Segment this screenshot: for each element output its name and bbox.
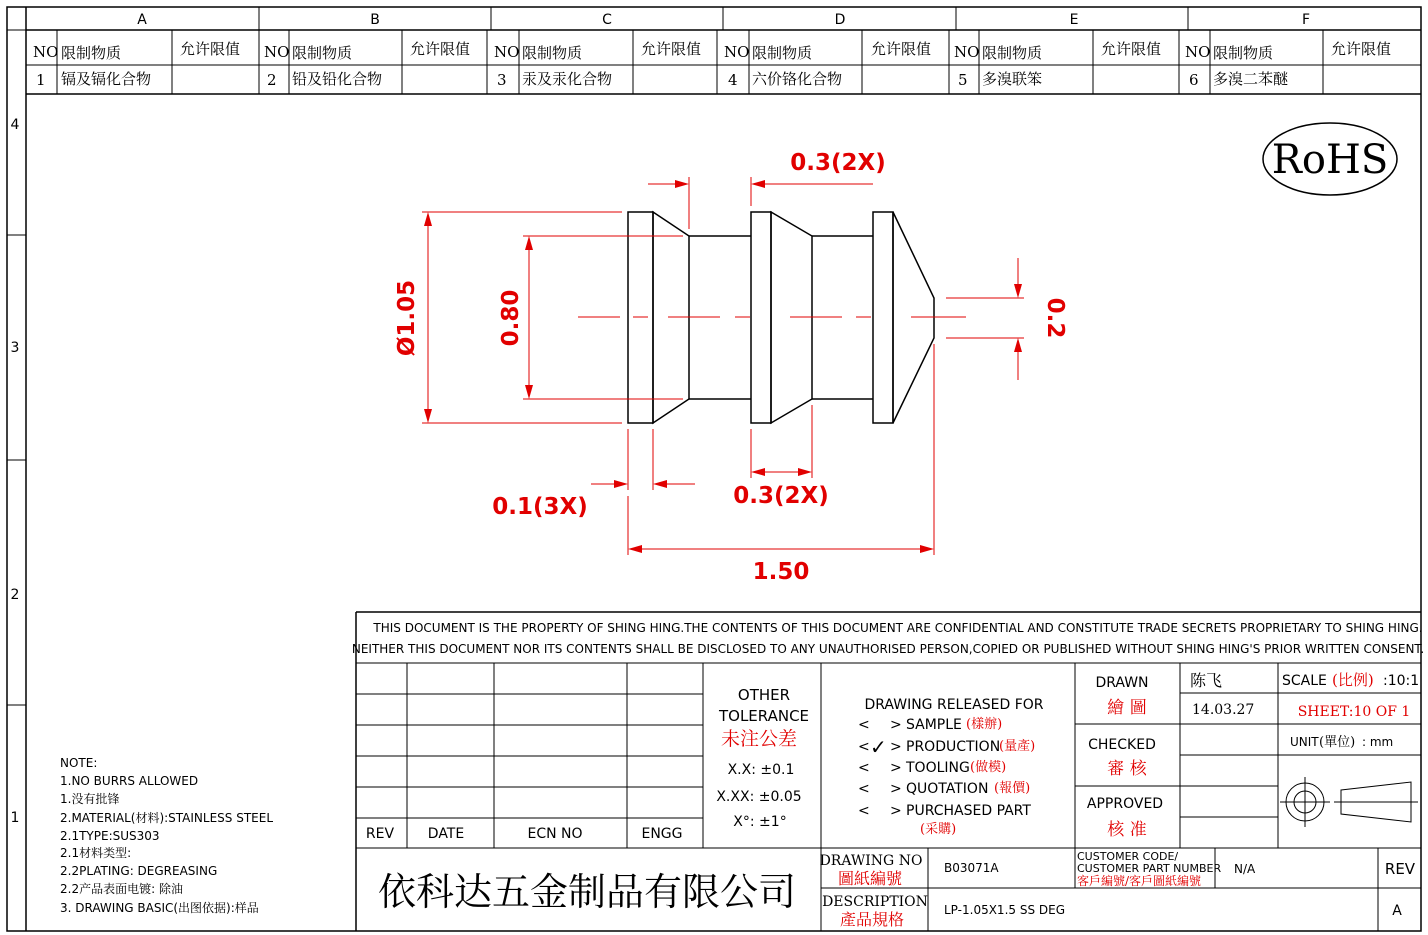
description-value: LP-1.05X1.5 SS DEG <box>944 903 1065 917</box>
hdr-limit-4: 允许限值 <box>871 40 932 58</box>
release-item-quotation-cn: (報價) <box>994 781 1031 796</box>
outer-frame <box>7 7 1421 931</box>
rev-value: A <box>1392 903 1402 919</box>
release-item-purchased: PURCHASED PART <box>906 803 1031 819</box>
zone-row-1: 1 <box>10 810 20 826</box>
release-item-sample: SAMPLE <box>906 717 962 733</box>
unit-value: : mm <box>1362 735 1394 749</box>
approved-label: APPROVED <box>1086 796 1164 812</box>
note-line: 1.没有批锋 <box>60 792 120 806</box>
hdr-no-1: NO <box>33 43 59 61</box>
drawn-date: 14.03.27 <box>1192 702 1255 718</box>
hdr-no-3: NO <box>494 43 520 61</box>
dim-top-pitch: 0.3(2X) <box>790 150 886 176</box>
release-title: DRAWING RELEASED FOR <box>864 697 1044 713</box>
release-bracket: < <box>858 803 870 819</box>
substance-no: 3 <box>497 71 507 89</box>
zone-col-c: C <box>602 12 612 28</box>
substance-no: 6 <box>1189 71 1199 89</box>
note-line: 2.1材料类型: <box>60 846 132 860</box>
ecn-col-header: ECN NO <box>527 826 583 842</box>
release-bracket: < <box>858 717 870 733</box>
release-item-production: PRODUCTION <box>906 739 1001 755</box>
note-line: 2.1TYPE:SUS303 <box>60 829 160 843</box>
substance-name: 六价铬化合物 <box>752 70 843 88</box>
note-line: 1.NO BURRS ALLOWED <box>60 774 199 788</box>
tolerance-title-1: OTHER <box>737 686 791 704</box>
release-item-purchased-cn: (采購) <box>920 822 957 837</box>
customer-code-value: N/A <box>1234 862 1256 876</box>
hdr-no-4: NO <box>724 43 750 61</box>
projection-symbol-icon <box>1280 777 1418 827</box>
note-line: 2.MATERIAL(材料):STAINLESS STEEL <box>60 811 274 825</box>
drawing-number: B03071A <box>944 861 999 875</box>
hdr-substance-1: 限制物质 <box>61 44 122 62</box>
release-item-tooling: TOOLING <box>906 760 970 776</box>
hdr-limit-5: 允许限值 <box>1101 40 1162 58</box>
engg-col-header: ENGG <box>641 826 683 842</box>
hdr-limit-6: 允许限值 <box>1331 40 1392 58</box>
hdr-substance-4: 限制物质 <box>752 44 813 62</box>
drawn-label: DRAWN <box>1095 675 1149 691</box>
release-item-tooling-cn: (做模) <box>970 760 1007 775</box>
notes-title: NOTE: <box>60 756 98 770</box>
scale-value: :10:1 <box>1383 673 1420 689</box>
drawing-no-label-cn: 圖紙編號 <box>837 869 903 888</box>
dim-length: 1.50 <box>752 559 810 585</box>
note-line: 2.2PLATING: DEGREASING <box>60 864 218 878</box>
drawn-by: 陈飞 <box>1190 671 1223 690</box>
customer-code-label-cn: 客戶編號/客戶圖紙編號 <box>1077 874 1202 888</box>
substance-no: 1 <box>36 71 46 89</box>
release-bracket: > <box>890 739 902 755</box>
release-bracket: < <box>858 781 870 797</box>
note-line: 2.2产品表面电镀: 除油 <box>60 882 183 896</box>
dim-neck: 0.80 <box>498 289 524 347</box>
hdr-limit-3: 允许限值 <box>641 40 702 58</box>
notes <box>60 756 273 915</box>
drawing-no-label: DRAWING NO <box>819 853 923 869</box>
confidential-line-1: THIS DOCUMENT IS THE PROPERTY OF SHING HING.THE CONTENTS OF THIS DOCUMENT ARE CONFIDENTIAL AND CONSTITUTE TRADE SECRETS PROPRIETARY TO SHING HING. <box>373 621 1423 635</box>
date-col-header: DATE <box>427 826 465 842</box>
release-check: ✓ <box>870 735 887 759</box>
sheet-number: SHEET:10 OF 1 <box>1297 704 1411 720</box>
release-item-sample-cn: (樣辦) <box>966 717 1003 732</box>
note-line: 3. DRAWING BASIC(出图依据):样品 <box>60 901 259 915</box>
hdr-substance-3: 限制物质 <box>522 44 583 62</box>
rev-label: REV <box>1384 860 1416 878</box>
substance-no: 2 <box>267 71 277 89</box>
release-bracket: > <box>890 760 902 776</box>
zone-row-3: 3 <box>10 340 20 356</box>
hdr-substance-5: 限制物质 <box>982 44 1043 62</box>
zone-row-4: 4 <box>10 117 20 133</box>
zone-row-2: 2 <box>10 587 20 603</box>
substance-name: 多溴二苯醚 <box>1213 70 1289 88</box>
approved-label-cn: 核 准 <box>1107 820 1147 840</box>
zone-col-e: E <box>1069 12 1079 28</box>
substance-name: 汞及汞化合物 <box>522 70 613 88</box>
customer-code-label-2: CUSTOMER PART NUMBER <box>1077 862 1222 875</box>
unit-label: UNIT <box>1290 735 1319 749</box>
drawn-label-cn: 繪 圖 <box>1107 698 1147 718</box>
release-bracket: > <box>890 717 902 733</box>
company-name: 依科达五金制品有限公司 <box>377 870 797 914</box>
zone-col-a: A <box>137 12 147 28</box>
hdr-substance-2: 限制物质 <box>292 44 353 62</box>
hdr-no-2: NO <box>264 43 290 61</box>
rev-col-header: REV <box>365 826 395 842</box>
description-label-cn: 產品規格 <box>839 910 905 929</box>
description-label: DESCRIPTION <box>822 894 928 910</box>
zone-col-f: F <box>1301 12 1311 28</box>
tolerance-angle: X°: ±1° <box>733 814 787 830</box>
hdr-no-5: NO <box>954 43 980 61</box>
release-bracket: > <box>890 781 902 797</box>
tolerance-xx: X.X: ±0.1 <box>727 762 795 778</box>
scale-label: SCALE <box>1282 673 1327 689</box>
hdr-substance-6: 限制物质 <box>1213 44 1274 62</box>
hdr-limit-1: 允许限值 <box>180 40 241 58</box>
hdr-no-6: NO <box>1185 43 1211 61</box>
scale-label-cn: (比例) <box>1332 671 1374 689</box>
tolerance-title-2: TOLERANCE <box>718 707 810 725</box>
checked-label-cn: 審 核 <box>1107 759 1147 779</box>
substances-table <box>26 30 1421 94</box>
checked-label: CHECKED <box>1088 737 1156 753</box>
zone-col-b: B <box>370 12 380 28</box>
dim-bottom-pitch: 0.3(2X) <box>733 483 829 509</box>
substance-no: 5 <box>958 71 968 89</box>
zone-col-d: D <box>834 12 846 28</box>
release-item-production-cn: (量產) <box>999 739 1036 754</box>
release-bracket: > <box>890 803 902 819</box>
substance-name: 铅及铅化合物 <box>292 70 383 88</box>
substance-name: 镉及镉化合物 <box>61 70 152 88</box>
hdr-limit-2: 允许限值 <box>410 40 471 58</box>
tolerance-xxx: X.XX: ±0.05 <box>716 789 802 805</box>
confidential-line-2: NEITHER THIS DOCUMENT NOR ITS CONTENTS SHALL BE DISCLOSED TO ANY UNAUTHORISED PERSON,COPIED OR PUBLISHED WITHOUT SHING HING'S PRIOR WRITTEN CONSENT. <box>351 642 1425 656</box>
release-item-quotation: QUOTATION <box>906 781 989 797</box>
substance-name: 多溴联笨 <box>982 70 1043 88</box>
release-bracket: < <box>858 739 870 755</box>
dim-diameter: Ø1.05 <box>394 279 420 357</box>
release-bracket: < <box>858 760 870 776</box>
dim-tip: 0.2 <box>1042 297 1068 339</box>
tolerance-title-cn: 未注公差 <box>720 728 798 750</box>
rohs-label: RoHS <box>1271 137 1389 183</box>
substance-no: 4 <box>728 71 738 89</box>
dim-flange: 0.1(3X) <box>492 494 588 520</box>
unit-label-cn: (單位) <box>1319 735 1356 750</box>
customer-code-label-1: CUSTOMER CODE/ <box>1077 850 1179 863</box>
